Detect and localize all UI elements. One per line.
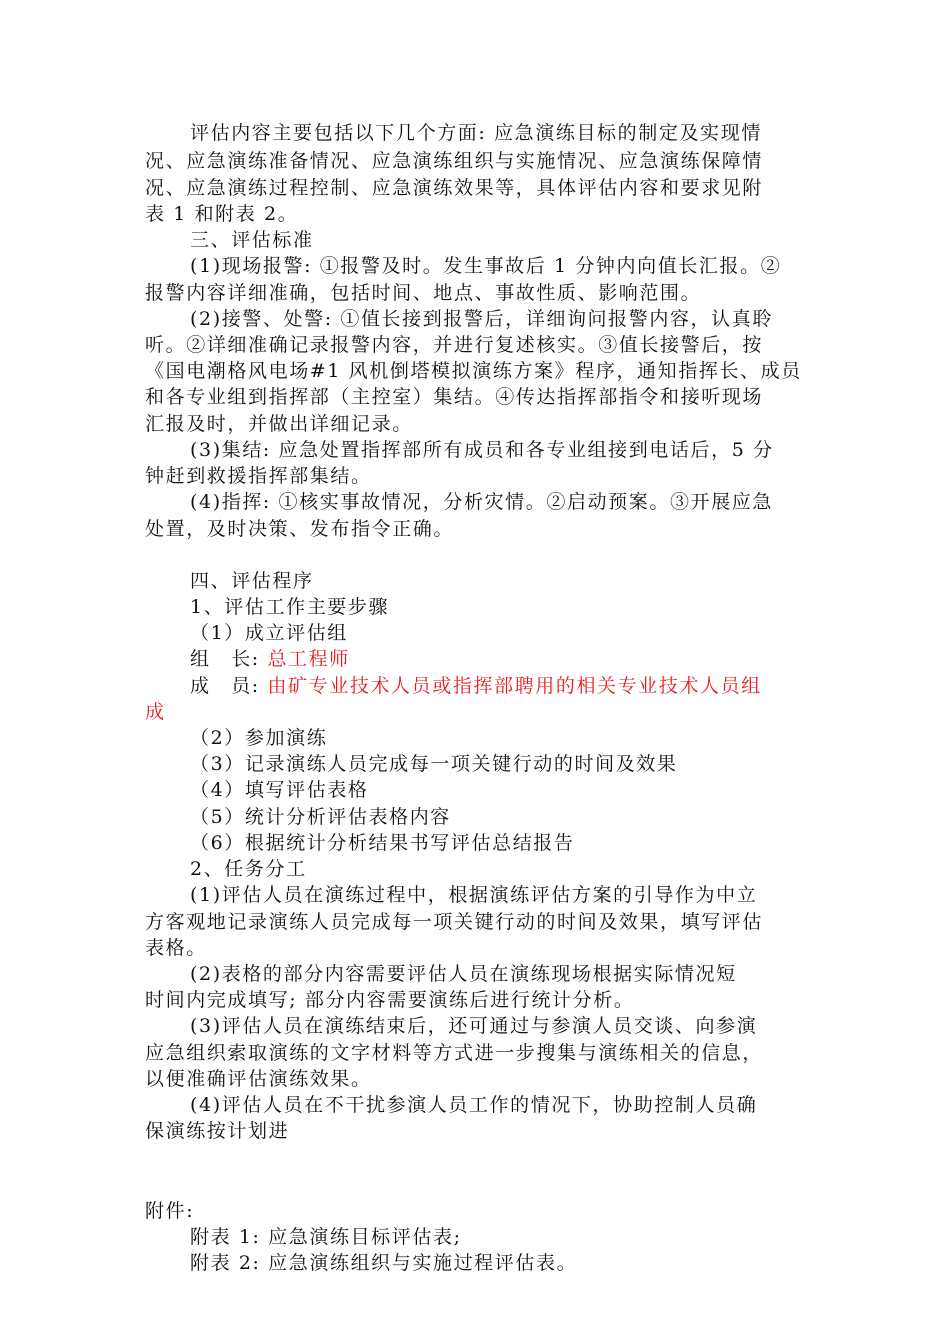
leader-value: 总工程师 — [267, 648, 350, 670]
paragraph-line: 钟赶到救援指挥部集结。 — [145, 465, 372, 487]
leader-label: 组 长: — [190, 648, 260, 670]
paragraph-line: (1)现场报警: ①报警及时。发生事故后 1 分钟内向值长汇报。② — [190, 255, 782, 277]
paragraph-line: 表格。 — [145, 937, 207, 959]
paragraph-line: (4)评估人员在不干扰参演人员工作的情况下，协助控制人员确 — [190, 1094, 758, 1116]
list-item: （6）根据统计分析结果书写评估总结报告 — [190, 832, 575, 854]
paragraph-line: 况、应急演练过程控制、应急演练效果等，具体评估内容和要求见附 — [145, 177, 764, 199]
member-value: 由矿专业技术人员或指挥部聘用的相关专业技术人员组 — [267, 675, 762, 697]
paragraph-line: 报警内容详细准确，包括时间、地点、事故性质、影响范围。 — [145, 282, 702, 304]
section-heading: 四、评估程序 — [190, 570, 314, 592]
paragraph-line: (2)表格的部分内容需要评估人员在演练现场根据实际情况短 — [190, 963, 737, 985]
attachment-item: 附表 2: 应急演练组织与实施过程评估表。 — [190, 1252, 578, 1274]
paragraph-line: (3)评估人员在演练结束后，还可通过与参演人员交谈、向参演 — [190, 1015, 758, 1037]
list-item: （4）填写评估表格 — [190, 779, 369, 801]
attachments-title: 附件: — [145, 1200, 195, 1222]
paragraph-line: (4)指挥: ①核实事故情况，分析灾情。②启动预案。③开展应急 — [190, 491, 773, 513]
leader-row — [190, 646, 350, 672]
list-item: （1）成立评估组 — [190, 622, 348, 644]
subsection-heading: 1、评估工作主要步骤 — [190, 596, 390, 618]
paragraph-line: 听。②详细准确记录报警内容，并进行复述核实。③值长接警后，按 — [145, 334, 764, 356]
paragraph-line: 以便准确评估演练效果。 — [145, 1068, 372, 1090]
paragraph-line: 处置，及时决策、发布指令正确。 — [145, 518, 455, 540]
paragraph-line: 评估内容主要包括以下几个方面: 应急演练目标的制定及实现情 — [190, 122, 762, 144]
paragraph-line: 时间内完成填写; 部分内容需要演练后进行统计分析。 — [145, 989, 635, 1011]
paragraph-line: 《国电潮格风电场#1 风机倒塔模拟演练方案》程序，通知指挥长、成员 — [145, 360, 802, 382]
paragraph-line: 和各专业组到指挥部（主控室）集结。④传达指挥部指令和接听现场 — [145, 386, 764, 408]
paragraph-line: 方客观地记录演练人员完成每一项关键行动的时间及效果，填写评估 — [145, 911, 764, 933]
subsection-heading: 2、任务分工 — [190, 858, 307, 880]
paragraph-line: (2)接警、处警: ①值长接到报警后，详细询问报警内容，认真聆 — [190, 308, 773, 330]
paragraph-line: (3)集结: 应急处置指挥部所有成员和各专业组接到电话后，5 分 — [190, 439, 774, 461]
list-item: （3）记录演练人员完成每一项关键行动的时间及效果 — [190, 753, 678, 775]
paragraph-line: 应急组织索取演练的文字材料等方式进一步搜集与演练相关的信息， — [145, 1042, 764, 1064]
list-item: （5）统计分析评估表格内容 — [190, 806, 451, 828]
section-heading: 三、评估标准 — [190, 229, 314, 251]
member-value-cont: 成 — [145, 701, 166, 723]
list-item: （2）参加演练 — [190, 727, 328, 749]
paragraph-line: 况、应急演练准备情况、应急演练组织与实施情况、应急演练保障情 — [145, 150, 764, 172]
member-label: 成 员: — [190, 675, 260, 697]
member-row — [190, 673, 762, 699]
paragraph-line: (1)评估人员在演练过程中，根据演练评估方案的引导作为中立 — [190, 884, 758, 906]
paragraph-line: 保演练按计划进 — [145, 1120, 290, 1142]
attachment-item: 附表 1: 应急演练目标评估表; — [190, 1226, 462, 1248]
paragraph-line: 表 1 和附表 2。 — [145, 203, 299, 225]
paragraph-line: 汇报及时，并做出详细记录。 — [145, 413, 413, 435]
